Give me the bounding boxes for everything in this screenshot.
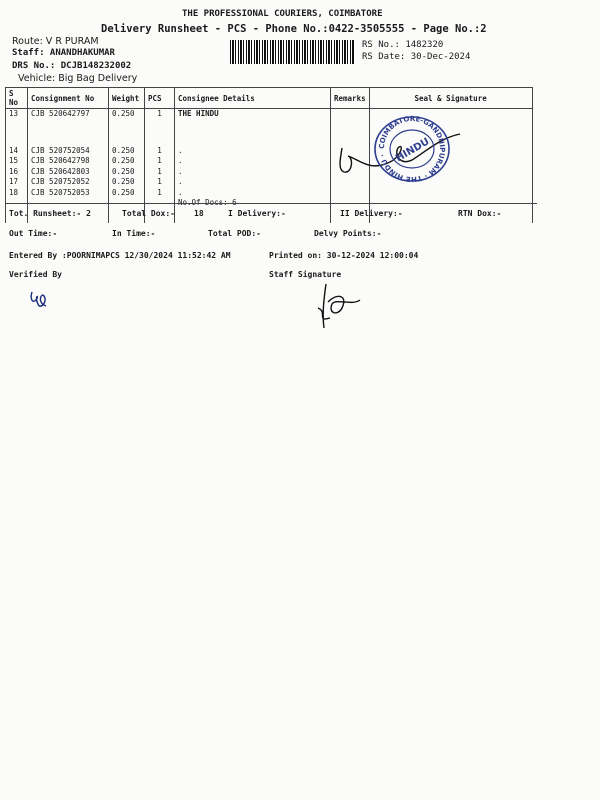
weight-cell: 0.250 <box>112 109 135 118</box>
pcs-cell: 1 <box>157 187 162 197</box>
consignee-cell: THE HINDU <box>178 109 219 118</box>
consignment-cell: CJB 520642798 <box>31 156 90 165</box>
rtn-dox: RTN Dox:- <box>458 209 502 218</box>
consignee-cell: . <box>178 145 183 155</box>
sno-cell: 18 <box>9 187 19 197</box>
consignment-cell: CJB 520752054 <box>31 145 90 155</box>
staff-label: Staff: ANANDHAKUMAR <box>12 48 115 58</box>
staff-signature <box>308 278 368 333</box>
col-header: S No <box>6 88 28 109</box>
pcs-cell: 1 <box>157 145 162 155</box>
weight-cell: 0.250 <box>112 166 135 176</box>
consignment-cell: CJB 520752052 <box>31 177 90 186</box>
sno-cell: 14 <box>9 145 19 155</box>
out-time: Out Time:- <box>9 229 58 238</box>
col-header: Consignee Details <box>175 88 331 109</box>
consignee-cell: . <box>178 156 183 165</box>
pcs-cell: 1 <box>157 109 162 118</box>
rs-number: RS No.: 1482320 <box>362 40 444 50</box>
drs-number: DRS No.: DCJB148232002 <box>12 61 132 71</box>
no-of-docs: No.Of Docs: 6 <box>178 198 237 207</box>
total-pod: Total POD:- <box>208 229 261 238</box>
sno-cell: 17 <box>9 177 19 186</box>
weight-cell: 0.250 <box>112 177 135 186</box>
weight-cell: 0.250 <box>112 145 135 155</box>
weight-cell: 0.250 <box>112 187 135 197</box>
staff-signature-label: Staff Signature <box>269 270 342 279</box>
stamp-ring-text: COIMBATORE-GANDHIPURAM · THE HINDU · <box>377 114 447 184</box>
pcs-cell: 1 <box>157 177 162 186</box>
barcode <box>230 40 355 64</box>
col-header: Consignment No <box>28 88 109 109</box>
table-header-row <box>6 88 533 109</box>
i-delivery: I Delivery:- <box>228 209 286 218</box>
vehicle-label: Vehicle: Big Bag Delivery <box>18 73 138 84</box>
runsheet-subtitle: Delivery Runsheet - PCS - Phone No.:0422-3505555 - Page No.:2 <box>101 23 487 35</box>
pcs-cell: 1 <box>157 156 162 165</box>
delvy-points: Delvy Points:- <box>314 229 382 238</box>
col-header: Seal & Signature <box>369 88 532 109</box>
verified-by: Verified By <box>9 270 62 279</box>
printed-on: Printed on: 30-12-2024 12:00:04 <box>269 251 419 260</box>
col-header: PCS <box>145 88 175 109</box>
pcs-cell: 1 <box>157 166 162 176</box>
consignment-cell: CJB 520642797 <box>31 109 90 118</box>
consignee-cell: . <box>178 177 183 186</box>
consignee-cell: . <box>178 187 183 197</box>
entered-by: Entered By :POORNIMAPCS 12/30/2024 11:52:42 AM <box>9 251 231 260</box>
seal-stamp <box>371 114 453 184</box>
col-header: Remarks <box>331 88 370 109</box>
tot-runsheet: Tot. Runsheet:- 2 <box>9 209 91 218</box>
in-time: In Time:- <box>112 229 156 238</box>
stamp-center-text: HINDU <box>394 136 432 165</box>
route-label: Route: V R PURAM <box>12 36 99 47</box>
weight-cell: 0.250 <box>112 156 135 165</box>
verifier-signature <box>26 288 54 312</box>
consignee-cell: . <box>178 166 183 176</box>
total-dox-value: 18 <box>194 209 204 218</box>
col-header: Weight <box>109 88 145 109</box>
rs-date: RS Date: 30-Dec-2024 <box>362 52 471 62</box>
consignment-cell: CJB 520642803 <box>31 166 90 176</box>
sno-cell: 15 <box>9 156 19 165</box>
consignment-cell: CJB 520752053 <box>31 187 90 197</box>
table-bottom-rule <box>5 203 537 204</box>
ii-delivery: II Delivery:- <box>340 209 403 218</box>
company-name: THE PROFESSIONAL COURIERS, COIMBATORE <box>182 9 383 19</box>
sno-cell: 13 <box>9 109 19 118</box>
sno-cell: 16 <box>9 166 19 176</box>
total-dox-label: Total Dox:- <box>122 209 175 218</box>
